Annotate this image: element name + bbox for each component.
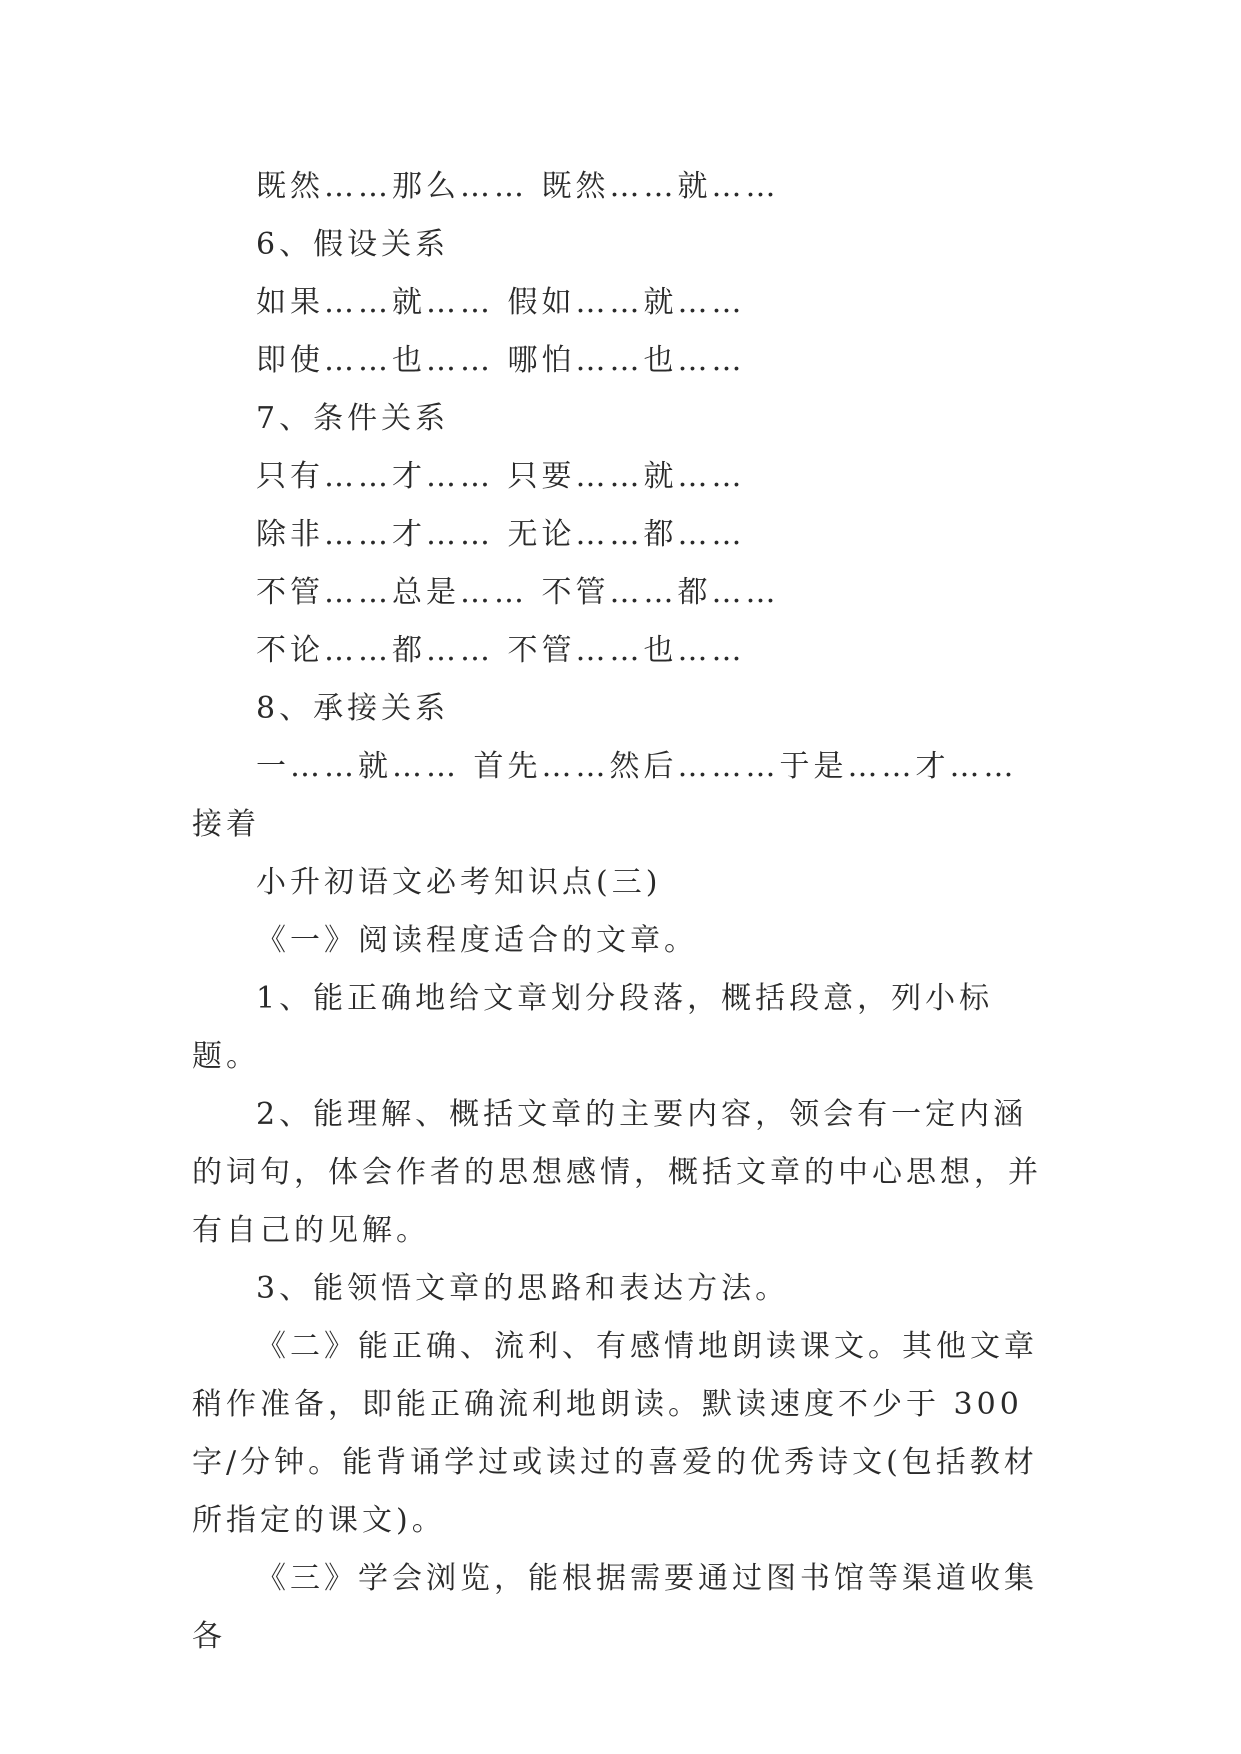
paragraph: 《二》能正确、流利、有感情地朗读课文。其他文章稍作准备，即能正确流利地朗读。默读速度不少于 300 字/分钟。能背诵学过或读过的喜爱的优秀诗文(包括教材所指定的课文)。 [192,1329,1038,1538]
paragraph: 一……就…… 首先……然后………于是……才……接着 [192,749,1018,842]
paragraph: 既然……那么…… 既然……就…… [256,169,780,204]
paragraph: 不论……都…… 不管……也…… [256,633,746,668]
paragraph: 3、能领悟文章的思路和表达方法。 [256,1271,790,1306]
paragraph: 1、能正确地给文章划分段落，概括段意，列小标题。 [192,981,994,1074]
section-heading: 6、假设关系 [256,227,450,262]
paragraph: 2、能理解、概括文章的主要内容，领会有一定内涵的词句，体会作者的思想感情，概括文章的中心思想，并有自己的见解。 [192,1097,1042,1248]
paragraph: 不管……总是…… 不管……都…… [256,575,780,610]
paragraph: 除非……才…… 无论……都…… [256,517,746,552]
section-title: 小升初语文必考知识点(三) [256,865,662,900]
paragraph: 《三》学会浏览，能根据需要通过图书馆等渠道收集各 [192,1561,1038,1654]
paragraph: 《一》阅读程度适合的文章。 [256,923,698,958]
paragraph: 即使……也…… 哪怕……也…… [256,343,746,378]
paragraph: 如果……就…… 假如……就…… [256,285,746,320]
section-heading: 8、承接关系 [256,691,450,726]
document-page [192,158,1048,1666]
section-heading: 7、条件关系 [256,401,450,436]
paragraph: 只有……才…… 只要……就…… [256,459,746,494]
